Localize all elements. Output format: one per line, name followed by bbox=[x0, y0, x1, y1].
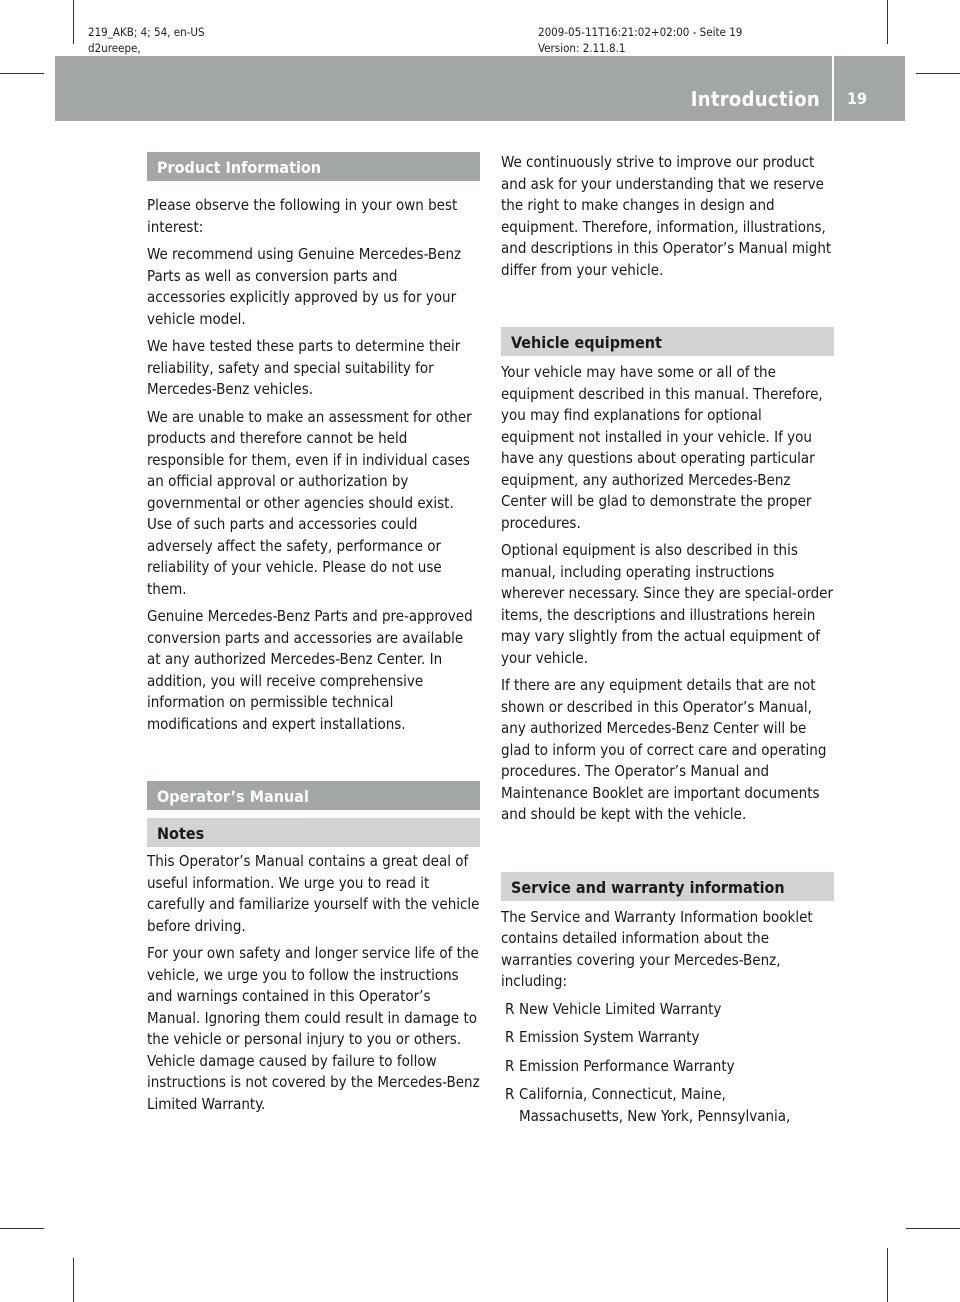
left-column bbox=[147, 152, 480, 1121]
paragraph: If there are any equipment details that are not shown or described in this Operator’s Manual, any authorized Mercedes-Benz Center will be glad to inform you of correct care and operating procedures. The Operator’s Manual and Maintenance Booklet are important documents and should be kept with the vehicle. bbox=[501, 676, 827, 823]
meta-left-line1: 219_AKB; 4; 54, en-US bbox=[88, 25, 205, 39]
paragraph: This Operator’s Manual contains a great deal of useful information. We urge you to read it carefully and familiarize yourself with the vehicle before driving. bbox=[147, 852, 480, 935]
heading-vehicle-equipment: Vehicle equipment bbox=[501, 327, 834, 356]
list-item: R Emission Performance Warranty bbox=[501, 1056, 834, 1078]
list-item: R Emission System Warranty bbox=[501, 1027, 834, 1049]
heading-notes: Notes bbox=[147, 818, 480, 847]
page-number: 19 bbox=[847, 89, 868, 108]
crop-mark bbox=[73, 1258, 74, 1302]
heading-product-information: Product Information bbox=[147, 152, 480, 181]
right-column bbox=[501, 152, 834, 1134]
print-meta-right bbox=[538, 24, 742, 56]
crop-mark bbox=[0, 73, 44, 74]
crop-mark bbox=[887, 1248, 888, 1302]
bullet-mark: R bbox=[505, 1056, 515, 1075]
list-item: R California, Connecticut, Maine, Massachusetts, New York, Pennsylvania, bbox=[505, 1085, 791, 1125]
paragraph: Optional equipment is also described in this manual, including operating instructions wherever necessary. Since they are special-order items, the descriptions and illustrations herein may vary slightly from the actual equipment of your vehicle. bbox=[501, 541, 833, 667]
paragraph: For your own safety and longer service life of the vehicle, we urge you to follow the instructions and warnings contained in this Operator’s Manual. Ignoring them could result in damage to the vehicle or personal injury to you or others. Vehicle damage caused by failure to follow instructions is not covered by the Mercedes-Benz Limited Warranty. bbox=[147, 944, 480, 1113]
paragraph: We recommend using Genuine Mercedes-Benz Parts as well as conversion parts and accessories explicitly approved by us for your vehicle model. bbox=[147, 245, 462, 328]
paragraph: We continuously strive to improve our product and ask for your understanding that we reserve the right to make changes in design and equipment. Therefore, information, illustrations, and descriptions in this Operator’s Manual might differ from your vehicle. bbox=[501, 153, 832, 279]
crop-mark bbox=[0, 1228, 44, 1229]
paragraph: We have tested these parts to determine their reliability, safety and special suitability for Mercedes-Benz vehicles. bbox=[147, 337, 461, 398]
heading-operators-manual: Operator’s Manual bbox=[147, 781, 480, 810]
header-divider bbox=[832, 56, 834, 121]
crop-mark bbox=[887, 0, 888, 44]
page-header bbox=[55, 56, 905, 121]
paragraph: Your vehicle may have some or all of the equipment described in this manual. Therefore, you may find explanations for optional equipment not installed in your vehicle. If you have any questions about operating particular equipment, any authorized Mercedes-Benz Center will be glad to demonstrate the proper procedures. bbox=[501, 363, 823, 532]
paragraph: We are unable to make an assessment for other products and therefore cannot be held responsible for them, even if in individual cases an official approval or authorization by governmental or other agencies should exist. Use of such parts and accessories could adversely affect the safety, performance or reliability of your vehicle. Please do not use them. bbox=[147, 407, 472, 598]
list-item: R New Vehicle Limited Warranty bbox=[501, 999, 834, 1021]
bullet-mark: R bbox=[505, 1028, 515, 1046]
print-meta-left bbox=[88, 24, 205, 56]
page-title: Introduction bbox=[690, 87, 820, 111]
meta-right-line2: Version: 2.11.8.1 bbox=[538, 41, 626, 55]
heading-service-warranty: Service and warranty information bbox=[501, 872, 834, 901]
paragraph: Please observe the following in your own best interest: bbox=[147, 196, 458, 236]
crop-mark bbox=[906, 1228, 960, 1229]
warranty-list bbox=[501, 999, 834, 1128]
bullet-mark: R bbox=[505, 1085, 515, 1103]
crop-mark bbox=[73, 0, 74, 44]
meta-left-line2: d2ureepe, bbox=[88, 41, 141, 55]
paragraph: The Service and Warranty Information booklet contains detailed information about the warranties covering your Mercedes-Benz, including: bbox=[501, 907, 813, 990]
paragraph: Genuine Mercedes-Benz Parts and pre-approved conversion parts and accessories are available at any authorized Mercedes-Benz Center. In addition, you will receive comprehensive information on permissible technical modifications and expert installations. bbox=[147, 607, 473, 733]
meta-right-line1: 2009-05-11T16:21:02+02:00 - Seite 19 bbox=[538, 25, 743, 39]
bullet-mark: R bbox=[505, 999, 515, 1018]
crop-mark bbox=[916, 73, 960, 74]
